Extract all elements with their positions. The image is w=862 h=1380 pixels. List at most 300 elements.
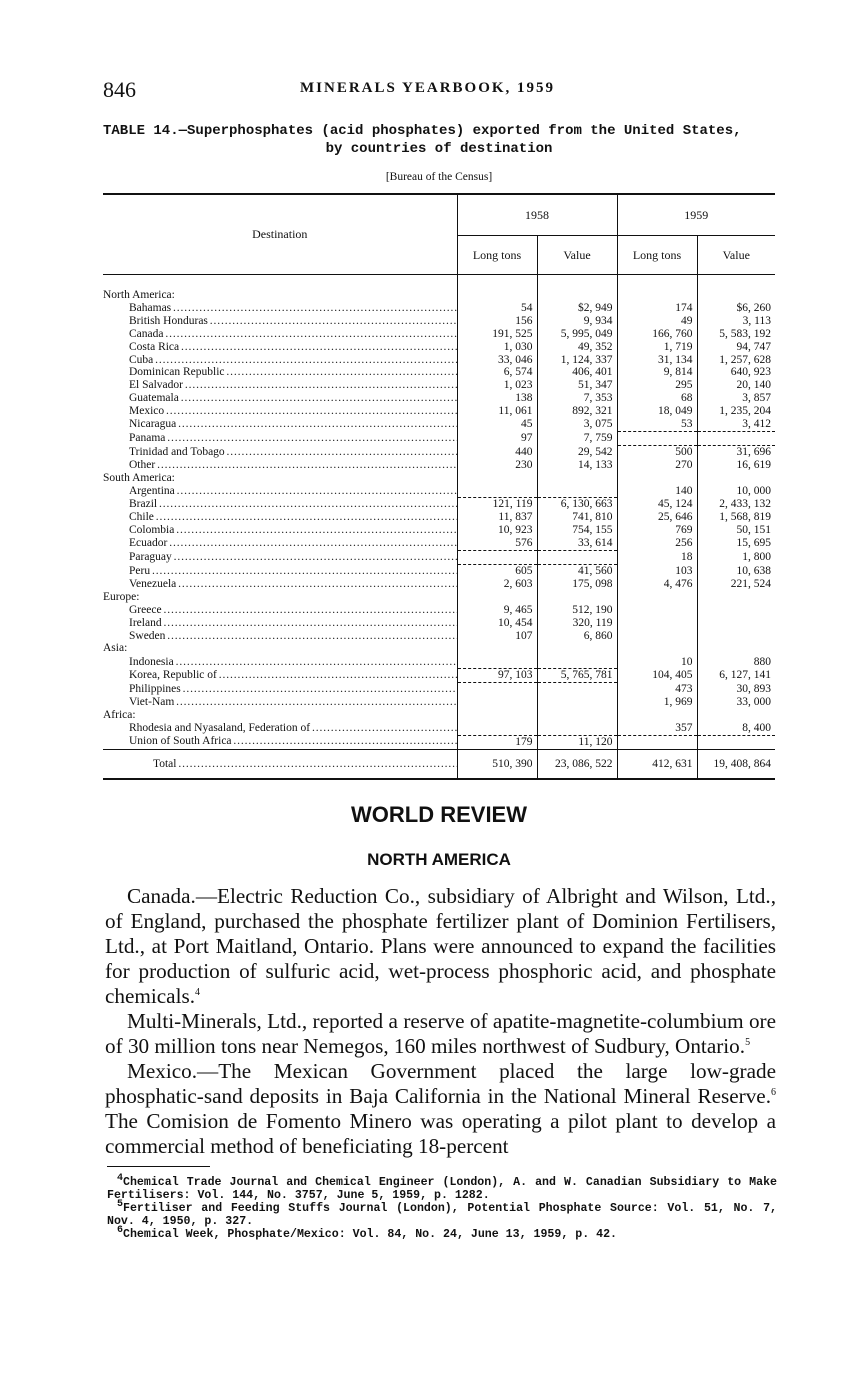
table-cell: 440: [457, 445, 537, 458]
table-cell: [537, 683, 617, 696]
row-label-text: Dominican Republic . . .: [129, 366, 457, 379]
table-cell: 10, 454: [457, 617, 537, 630]
table-cell: 53: [617, 418, 697, 431]
table-row: [103, 617, 775, 630]
table-cell: 49, 352: [537, 341, 617, 354]
table-body: [103, 275, 775, 779]
table-cell: [457, 683, 537, 696]
table-cell: 357: [617, 722, 697, 735]
row-label: [103, 315, 457, 328]
table-row: [103, 498, 775, 511]
table-cell: 605: [457, 564, 537, 577]
table-cell: 166, 760: [617, 328, 697, 341]
table-cell: 31, 134: [617, 354, 697, 367]
row-label: [103, 328, 457, 341]
table-cell: 500: [617, 445, 697, 458]
row-label: [103, 431, 457, 445]
row-label: [103, 498, 457, 511]
running-head: MINERALS YEARBOOK, 1959: [300, 80, 556, 96]
row-label-text: Indonesia . . .: [129, 656, 457, 669]
row-label: [103, 722, 457, 735]
table-cell: 1, 257, 628: [719, 353, 771, 366]
table-group-row: [103, 642, 775, 655]
table-cell: 54: [457, 302, 537, 315]
table-cell: [537, 709, 617, 722]
table-cell: 221, 524: [730, 577, 771, 590]
table-cell: 741, 810: [537, 511, 617, 524]
table-cell: 11, 837: [457, 511, 537, 524]
table-row: [103, 431, 775, 445]
table-cell: [617, 275, 697, 290]
table-cell: 97, 103: [457, 669, 537, 683]
table-cell: 191, 525: [457, 328, 537, 341]
table-cell: [537, 655, 617, 668]
table-cell: 179: [457, 735, 537, 749]
row-label: [103, 683, 457, 696]
total-cell: 412, 631: [617, 749, 697, 779]
row-label: [103, 511, 457, 524]
table-cell: [457, 709, 537, 722]
table-cell: 16, 619: [736, 458, 771, 471]
row-label: [103, 289, 457, 302]
footnote-reference: 4: [195, 986, 201, 998]
table-cell: 121, 119: [457, 498, 537, 511]
row-label: [103, 366, 457, 379]
table-cell: 576: [457, 537, 537, 550]
data-table: [103, 193, 775, 780]
table-cell: 18: [617, 551, 697, 565]
export-table: [103, 193, 775, 780]
column-header-1958: 1958: [457, 194, 617, 236]
table-row: [103, 722, 775, 735]
table-cell: 6, 574: [457, 366, 537, 379]
table-cell: 97: [457, 431, 537, 445]
body-paragraph: [105, 1009, 776, 1059]
body-text: [105, 884, 776, 1159]
table-cell: 175, 098: [537, 578, 617, 591]
table-cell: [617, 472, 697, 485]
row-label-text: North America:: [103, 289, 175, 301]
table-cell: [697, 617, 775, 630]
row-label: [103, 617, 457, 630]
run-in-heading: Canada.—: [127, 884, 218, 908]
table-cell: 295: [617, 379, 697, 392]
footnote-text: Chemical Week, Phosphate/Mexico: Vol. 84, No. 24, June 13, 1959, p. 42.: [123, 1228, 617, 1241]
table-cell: [697, 735, 775, 749]
table-cell: 25, 646: [617, 511, 697, 524]
table-cell: [457, 722, 537, 735]
table-group-row: [103, 591, 775, 604]
footnote-text: Chemical Trade Journal and Chemical Engineer (London), A. and W. Canadian Subsidiary to Make Fertilisers: Vol. 144, No. 3757, June 5, 1959, p. 1282.: [107, 1176, 777, 1202]
row-label-text: Argentina . . .: [129, 485, 457, 498]
table-cell: [617, 591, 697, 604]
column-header-value-1959: Value: [697, 236, 775, 275]
table-cell: [697, 630, 775, 643]
table-cell: [457, 289, 537, 302]
table-cell: [537, 551, 617, 565]
footnote: [107, 1225, 777, 1241]
table-cell: [617, 630, 697, 643]
table-cell: 754, 155: [537, 524, 617, 537]
table-cell: 270: [617, 459, 697, 472]
footnote: [107, 1199, 777, 1228]
table-cell: 11, 120: [537, 735, 617, 749]
row-label: [103, 445, 457, 458]
paragraph-text: Electric Reduction Co., subsidiary of Albright and Wilson, Ltd., of England, purchased the phosphate fertilizer plant of Dominion Fertilisers, Ltd., at Port Maitland, Ontario. Plans were announced to expand the facilities for production of sulfuric acid, wet-process phosphoric acid, and phosphate chemicals.: [105, 884, 776, 1008]
table-cell: [697, 431, 775, 445]
table-row: [103, 341, 775, 354]
total-cell: 23, 086, 522: [537, 749, 617, 779]
table-row: [103, 354, 775, 367]
table-cell: 11, 061: [457, 405, 537, 418]
table-cell: 45: [457, 418, 537, 431]
table-cell: 6, 130, 663: [537, 498, 617, 511]
row-label: [103, 578, 457, 591]
table-cell: $6, 260: [736, 301, 771, 314]
table-cell: [457, 485, 537, 498]
table-cell: 3, 857: [742, 392, 771, 405]
table-cell: [697, 604, 775, 617]
body-paragraph: [105, 1059, 776, 1159]
row-label: [103, 537, 457, 550]
table-cell: [617, 431, 697, 445]
table-cell: [697, 642, 775, 655]
table-row: [103, 445, 775, 458]
row-label: [103, 341, 457, 354]
table-cell: [617, 289, 697, 302]
run-in-heading: Mexico.—: [127, 1059, 219, 1083]
column-header-1959: 1959: [617, 194, 775, 236]
table-cell: [697, 275, 775, 290]
row-label-text: Korea, Republic of . . .: [129, 669, 457, 682]
table-cell: [617, 709, 697, 722]
table-cell: 7, 759: [537, 431, 617, 445]
table-row: [103, 655, 775, 668]
row-label-text: South America:: [103, 471, 175, 484]
total-label-text: Total . . .: [153, 750, 457, 778]
table-cell: 10, 000: [736, 484, 771, 497]
table-cell: 5, 765, 781: [537, 669, 617, 683]
table-cell: 104, 405: [617, 669, 697, 683]
table-cell: 51, 347: [537, 379, 617, 392]
row-label: [103, 302, 457, 315]
table-cell: 49: [617, 315, 697, 328]
table-cell: $2, 949: [537, 302, 617, 315]
row-label-text: Ireland . . .: [129, 617, 457, 630]
row-label-text: Asia:: [103, 642, 128, 655]
table-cell: 30, 893: [736, 682, 771, 695]
table-row: [103, 459, 775, 472]
row-label-text: Philippines . . .: [129, 683, 457, 696]
table-row: [103, 379, 775, 392]
table-cell: 2, 603: [457, 578, 537, 591]
footnote-reference: 5: [745, 1036, 751, 1048]
row-label-text: Venezuela . . .: [129, 578, 457, 591]
table-cell: 68: [617, 392, 697, 405]
section-subheading: NORTH AMERICA: [367, 850, 511, 869]
table-cell: 1, 235, 204: [719, 405, 771, 418]
table-row: [103, 630, 775, 643]
table-cell: [697, 709, 775, 722]
table-cell: 8, 400: [742, 721, 771, 734]
row-label-text: Brazil . . .: [129, 498, 457, 511]
row-label-text: Union of South Africa . . .: [129, 735, 457, 748]
row-label-text: Chile . . .: [129, 511, 457, 524]
table-cell: 41, 560: [537, 564, 617, 577]
column-header-long-tons-1958: Long tons: [457, 236, 537, 275]
table-cell: 1, 023: [457, 379, 537, 392]
table-cell: 156: [457, 315, 537, 328]
body-paragraph: [105, 884, 776, 1009]
table-group-row: [103, 289, 775, 302]
table-cell: 256: [617, 537, 697, 550]
page-number: 846: [103, 77, 136, 102]
total-cell: 19, 408, 864: [697, 749, 775, 779]
table-row: [103, 418, 775, 431]
table-cell: [537, 472, 617, 485]
row-label-text: Cuba . . .: [129, 354, 457, 367]
table-cell: 406, 401: [537, 366, 617, 379]
table-cell: 140: [617, 485, 697, 498]
row-label: [103, 472, 457, 485]
table-row: [103, 392, 775, 405]
table-cell: 14, 133: [537, 459, 617, 472]
table-row: [103, 511, 775, 524]
row-label-text: Guatemala . . .: [129, 392, 457, 405]
table-cell: 50, 151: [736, 524, 771, 537]
table-cell: 473: [617, 683, 697, 696]
table-title-line-1: TABLE 14.—Superphosphates (acid phosphates) exported from the United States,: [103, 123, 742, 139]
column-header-destination: Destination: [103, 194, 457, 275]
table-cell: [617, 617, 697, 630]
row-label: [103, 405, 457, 418]
table-row: [103, 578, 775, 591]
table-cell: 94, 747: [736, 340, 771, 353]
table-cell: [457, 472, 537, 485]
table-cell: 33, 000: [736, 696, 771, 709]
table-cell: [537, 275, 617, 290]
table-row: [103, 696, 775, 709]
row-label: [103, 459, 457, 472]
table-cell: 5, 583, 192: [719, 327, 771, 340]
table-row: [103, 735, 775, 749]
table-cell: 10, 923: [457, 524, 537, 537]
table-cell: 1, 719: [617, 341, 697, 354]
row-label-text: Mexico . . .: [129, 405, 457, 418]
footnotes: [107, 1173, 777, 1241]
table-row: [103, 328, 775, 341]
paragraph-text: The Comision de Fomento Minero was operating a pilot plant to develop a commercial method of beneficiating 18-percent: [105, 1109, 776, 1158]
row-label-text: El Salvador . . .: [129, 379, 457, 392]
row-label-text: Viet-Nam . . .: [129, 696, 457, 709]
table-title: [103, 122, 775, 158]
row-label: [103, 735, 457, 749]
table-cell: 138: [457, 392, 537, 405]
footnote-reference: 6: [771, 1086, 776, 1098]
paragraph-text: The Mexican Government placed the large low-grade phosphatic-sand deposits in Baja California in the National Mineral Reserve.: [105, 1059, 776, 1108]
row-label: [103, 604, 457, 617]
table-cell: 1, 030: [457, 341, 537, 354]
footnote-mark: 6: [117, 1225, 124, 1237]
row-label: [103, 392, 457, 405]
table-cell: [537, 722, 617, 735]
table-cell: 880: [753, 655, 771, 668]
table-cell: 9, 814: [617, 366, 697, 379]
total-cell: 510, 390: [457, 749, 537, 779]
row-label-text: Europe:: [103, 590, 140, 603]
table-row: [103, 485, 775, 498]
footnote-mark: 4: [117, 1173, 124, 1185]
table-cell: [537, 485, 617, 498]
table-cell: 640, 923: [730, 366, 771, 379]
table-cell: 15, 695: [736, 537, 771, 550]
table-group-row: [103, 472, 775, 485]
table-cell: 10: [617, 655, 697, 668]
table-cell: 230: [457, 459, 537, 472]
table-cell: 18, 049: [617, 405, 697, 418]
table-cell: 3, 113: [742, 314, 771, 327]
table-cell: [537, 289, 617, 302]
row-label-text: Rhodesia and Nyasaland, Federation of . . .: [129, 722, 457, 735]
table-row: [103, 315, 775, 328]
column-header-long-tons-1959: Long tons: [617, 236, 697, 275]
table-row: [103, 302, 775, 315]
table-cell: 892, 321: [537, 405, 617, 418]
row-label-text: British Honduras . . .: [129, 315, 457, 328]
table-source: [Bureau of the Census]: [385, 171, 493, 183]
row-label-text: Panama . . .: [129, 432, 457, 445]
table-cell: [697, 472, 775, 485]
table-row: [103, 366, 775, 379]
table-row: [103, 537, 775, 550]
table-title-line-2: by countries of destination: [325, 141, 553, 157]
table-cell: 107: [457, 630, 537, 643]
row-label-text: Ecuador . . .: [129, 537, 457, 550]
table-cell: 3, 075: [537, 418, 617, 431]
table-row: [103, 564, 775, 577]
row-label-text: Africa:: [103, 708, 136, 721]
table-cell: 7, 353: [537, 392, 617, 405]
table-row: [103, 604, 775, 617]
row-label-text: Greece . . .: [129, 604, 457, 617]
row-label-text: Nicaragua . . .: [129, 418, 457, 431]
row-label: [103, 418, 457, 431]
row-label-text: Peru . . .: [129, 565, 457, 578]
footnote-text: Fertiliser and Feeding Stuffs Journal (London), Potential Phosphate Source: Vol. 51, No. 7, Nov. 4, 1950, p. 327.: [107, 1202, 777, 1228]
table-row: [103, 669, 775, 683]
footnote: [107, 1173, 777, 1202]
table-cell: [457, 642, 537, 655]
row-label: [103, 642, 457, 655]
table-cell: 6, 127, 141: [719, 669, 771, 682]
row-label: [103, 524, 457, 537]
table-cell: 1, 800: [742, 551, 771, 564]
table-cell: 20, 140: [736, 379, 771, 392]
table-cell: 9, 934: [537, 315, 617, 328]
row-label: [103, 564, 457, 577]
row-label: [103, 655, 457, 668]
row-label: [103, 709, 457, 722]
table-cell: 5, 995, 049: [537, 328, 617, 341]
table-cell: 10, 638: [736, 564, 771, 577]
table-total-row: [103, 749, 775, 779]
table-cell: 3, 412: [742, 418, 771, 431]
table-cell: [457, 696, 537, 709]
table-cell: 4, 476: [617, 578, 697, 591]
row-label: [103, 696, 457, 709]
table-cell: 1, 124, 337: [537, 354, 617, 367]
row-label-text: Other . . .: [129, 459, 457, 472]
table-cell: [697, 591, 775, 604]
table-cell: 103: [617, 564, 697, 577]
table-row: [103, 524, 775, 537]
table-cell: 512, 190: [537, 604, 617, 617]
table-cell: 29, 542: [537, 445, 617, 458]
table-cell: [103, 275, 457, 290]
row-label-text: Colombia . . .: [129, 524, 457, 537]
footnote-rule: [107, 1166, 210, 1167]
table-cell: [537, 591, 617, 604]
row-label-text: Sweden . . .: [129, 630, 457, 643]
table-cell: [537, 696, 617, 709]
table-cell: [697, 289, 775, 302]
row-label: [103, 379, 457, 392]
table-cell: [457, 275, 537, 290]
table-row: [103, 405, 775, 418]
table-cell: [617, 735, 697, 749]
row-label: [103, 354, 457, 367]
table-cell: [537, 642, 617, 655]
table-cell: [457, 655, 537, 668]
table-cell: 1, 969: [617, 696, 697, 709]
table-cell: [457, 591, 537, 604]
row-label: [103, 551, 457, 565]
row-label: [103, 669, 457, 683]
row-label: [103, 630, 457, 643]
table-cell: 1, 568, 819: [719, 511, 771, 524]
row-label-text: Bahamas . . .: [129, 302, 457, 315]
row-label: [103, 591, 457, 604]
section-heading: WORLD REVIEW: [351, 802, 527, 827]
table-cell: [457, 551, 537, 565]
row-label-text: Trinidad and Tobago . . .: [129, 446, 457, 459]
table-cell: 769: [617, 524, 697, 537]
table-spacer-row: [103, 275, 775, 290]
table-cell: 33, 614: [537, 537, 617, 550]
table-cell: 33, 046: [457, 354, 537, 367]
table-cell: 9, 465: [457, 604, 537, 617]
paragraph-text: Multi-Minerals, Ltd., reported a reserve of apatite-magnetite-columbium ore of 30 million tons near Nemegos, 160 miles northwest of Sudbury, Ontario.: [105, 1009, 776, 1058]
table-cell: 2, 433, 132: [719, 498, 771, 511]
row-label-text: Costa Rica . . .: [129, 341, 457, 354]
table-cell: 31, 696: [697, 445, 775, 458]
table-row: [103, 683, 775, 696]
table-cell: [617, 604, 697, 617]
row-label-text: Paraguay . . .: [129, 551, 457, 564]
table-row: [103, 551, 775, 565]
table-cell: [617, 642, 697, 655]
table-cell: 320, 119: [537, 617, 617, 630]
footnote-mark: 5: [117, 1199, 124, 1211]
table-cell: 45, 124: [617, 498, 697, 511]
table-cell: 6, 860: [537, 630, 617, 643]
table-cell: 174: [617, 302, 697, 315]
row-label: [103, 485, 457, 498]
row-label-text: Canada . . .: [129, 328, 457, 341]
column-header-value-1958: Value: [537, 236, 617, 275]
total-label: [103, 749, 457, 779]
table-group-row: [103, 709, 775, 722]
